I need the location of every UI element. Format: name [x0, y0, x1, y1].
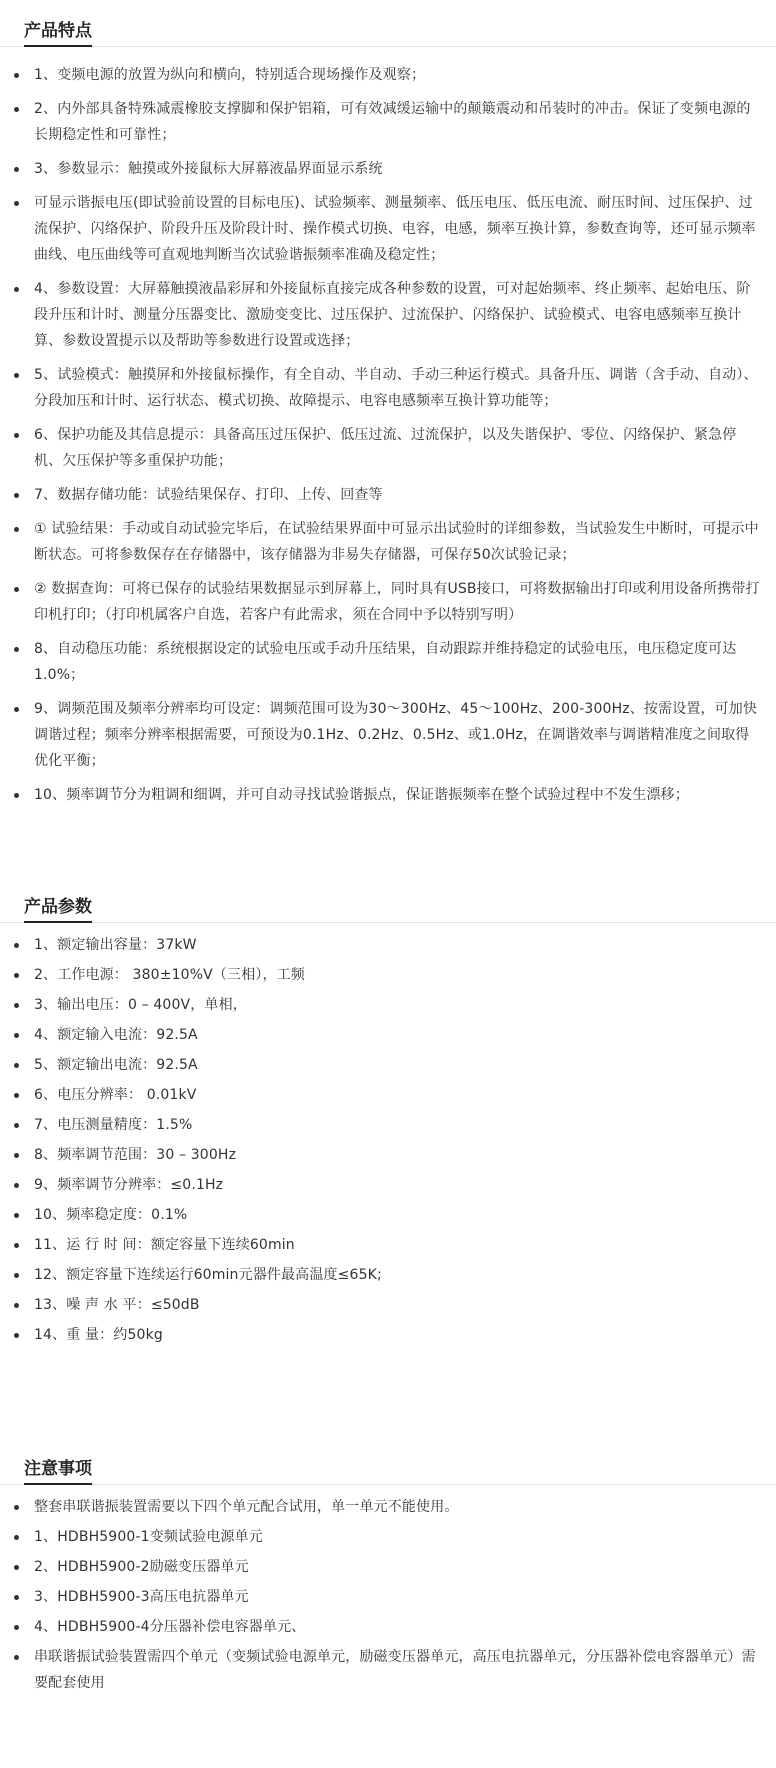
list-item: 1、额定输出容量：37kW	[0, 932, 776, 958]
bullet-icon	[14, 1625, 19, 1630]
list-item: 4、额定输入电流：92.5A	[0, 1022, 776, 1048]
bullet-icon	[14, 707, 19, 712]
bullet-icon	[14, 1063, 19, 1068]
list-item: 4、参数设置：大屏幕触摸液晶彩屏和外接鼠标直接完成各种参数的设置，可对起始频率、终止频率、起始电压、阶段升压和计时、测量分压器变比、激励变变比、过压保护、过流保护、闪络保护、试验模式、电容电感频率互换计算、参数设置提示以及帮助等参数进行设置或选择；	[0, 276, 776, 354]
list-item: 14、重 量：约50kg	[0, 1322, 776, 1348]
bullet-icon	[14, 107, 19, 112]
list-item: 9、调频范围及频率分辨率均可设定：调频范围可设为30～300Hz、45～100Hz、200-300Hz、按需设置，可加快调谐过程；频率分辨率根据需要，可预设为0.1Hz、0.2Hz、0.5Hz、或1.0Hz，在调谐效率与调谐精准度之间取得优化平衡；	[0, 696, 776, 774]
params-section	[0, 890, 776, 1343]
bullet-icon	[14, 1565, 19, 1570]
bullet-icon	[14, 1273, 19, 1278]
bullet-icon	[14, 973, 19, 978]
list-item: 可显示谐振电压(即试验前设置的目标电压)、试验频率、测量频率、低压电压、低压电流、耐压时间、过压保护、过流保护、闪络保护、阶段升压及阶段计时、操作模式切换、电容，电感，频率互换计算，参数查询等，还可显示频率曲线、电压曲线等可直观地判断当次试验谐振频率准确及稳定性；	[0, 190, 776, 268]
list-item: 7、数据存储功能：试验结果保存、打印、上传、回查等	[0, 482, 776, 508]
features-title: 产品特点	[24, 20, 92, 47]
notes-list	[0, 1494, 776, 1700]
list-item: 6、保护功能及其信息提示：具备高压过压保护、低压过流、过流保护，以及失谐保护、零位、闪络保护、紧急停机、欠压保护等多重保护功能；	[0, 422, 776, 474]
bullet-icon	[14, 527, 19, 532]
bullet-icon	[14, 943, 19, 948]
list-item: 10、频率稳定度：0.1%	[0, 1202, 776, 1228]
bullet-icon	[14, 587, 19, 592]
list-item: 1、HDBH5900-1变频试验电源单元	[0, 1524, 776, 1550]
list-item: 3、输出电压：0 – 400V，单相，	[0, 992, 776, 1018]
list-item: 4、HDBH5900-4分压器补偿电容器单元、	[0, 1614, 776, 1640]
list-item: 8、自动稳压功能：系统根据设定的试验电压或手动升压结果，自动跟踪并维持稳定的试验电压，电压稳定度可达1.0%；	[0, 636, 776, 688]
features-header	[0, 14, 776, 47]
notes-header	[0, 1452, 776, 1485]
bullet-icon	[14, 1243, 19, 1248]
features-section	[0, 14, 776, 803]
bullet-icon	[14, 1505, 19, 1510]
bullet-icon	[14, 433, 19, 438]
list-item: 10、频率调节分为粗调和细调，并可自动寻找试验谐振点，保证谐振频率在整个试验过程中不发生漂移；	[0, 782, 776, 808]
bullet-icon	[14, 1093, 19, 1098]
list-item: 13、噪 声 水 平：≤50dB	[0, 1292, 776, 1318]
params-header	[0, 890, 776, 923]
list-item: 12、额定容量下连续运行60min元器件最高温度≤65K;	[0, 1262, 776, 1288]
notes-title: 注意事项	[24, 1458, 92, 1485]
bullet-icon	[14, 1153, 19, 1158]
list-item: ① 试验结果：手动或自动试验完毕后，在试验结果界面中可显示出试验时的详细参数，当试验发生中断时，可提示中断状态。可将参数保存在存储器中，该存储器为非易失存储器，可保存50次试验记录；	[0, 516, 776, 568]
params-list	[0, 932, 776, 1352]
list-item: 7、电压测量精度：1.5%	[0, 1112, 776, 1138]
notes-section	[0, 1452, 776, 1691]
list-item: 2、内外部具备特殊减震橡胶支撑脚和保护铝箱，可有效减缓运输中的颠簸震动和吊装时的冲击。保证了变频电源的长期稳定性和可靠性；	[0, 96, 776, 148]
bullet-icon	[14, 73, 19, 78]
bullet-icon	[14, 1303, 19, 1308]
bullet-icon	[14, 1595, 19, 1600]
list-item: 8、频率调节范围：30 – 300Hz	[0, 1142, 776, 1168]
list-item: 3、参数显示：触摸或外接鼠标大屏幕液晶界面显示系统	[0, 156, 776, 182]
bullet-icon	[14, 793, 19, 798]
list-item: 6、电压分辨率： 0.01kV	[0, 1082, 776, 1108]
bullet-icon	[14, 647, 19, 652]
bullet-icon	[14, 1535, 19, 1540]
list-item: 5、试验模式：触摸屏和外接鼠标操作，有全自动、半自动、手动三种运行模式。具备升压、调谐（含手动、自动）、分段加压和计时、运行状态、模式切换、故障提示、电容电感频率互换计算功能等；	[0, 362, 776, 414]
bullet-icon	[14, 1655, 19, 1660]
list-item: 2、HDBH5900-2励磁变压器单元	[0, 1554, 776, 1580]
bullet-icon	[14, 1123, 19, 1128]
list-item: ② 数据查询：可将已保存的试验结果数据显示到屏幕上，同时具有USB接口，可将数据输出打印或利用设备所携带打印机打印；（打印机属客户自选，若客户有此需求，须在合同中予以特别写明）	[0, 576, 776, 628]
list-item: 整套串联谐振装置需要以下四个单元配合试用，单一单元不能使用。	[0, 1494, 776, 1520]
list-item: 9、频率调节分辨率：≤0.1Hz	[0, 1172, 776, 1198]
bullet-icon	[14, 1183, 19, 1188]
list-item: 2、工作电源： 380±10%V（三相），工频	[0, 962, 776, 988]
bullet-icon	[14, 201, 19, 206]
params-title: 产品参数	[24, 896, 92, 923]
list-item: 11、运 行 时 间：额定容量下连续60min	[0, 1232, 776, 1258]
bullet-icon	[14, 1333, 19, 1338]
list-item: 5、额定输出电流：92.5A	[0, 1052, 776, 1078]
list-item: 3、HDBH5900-3高压电抗器单元	[0, 1584, 776, 1610]
list-item: 串联谐振试验装置需四个单元（变频试验电源单元，励磁变压器单元，高压电抗器单元，分压器补偿电容器单元）需要配套使用	[0, 1644, 776, 1696]
bullet-icon	[14, 167, 19, 172]
bullet-icon	[14, 373, 19, 378]
features-list	[0, 62, 776, 816]
bullet-icon	[14, 1003, 19, 1008]
bullet-icon	[14, 1033, 19, 1038]
bullet-icon	[14, 493, 19, 498]
list-item: 1、变频电源的放置为纵向和横向，特别适合现场操作及观察；	[0, 62, 776, 88]
bullet-icon	[14, 287, 19, 292]
bullet-icon	[14, 1213, 19, 1218]
